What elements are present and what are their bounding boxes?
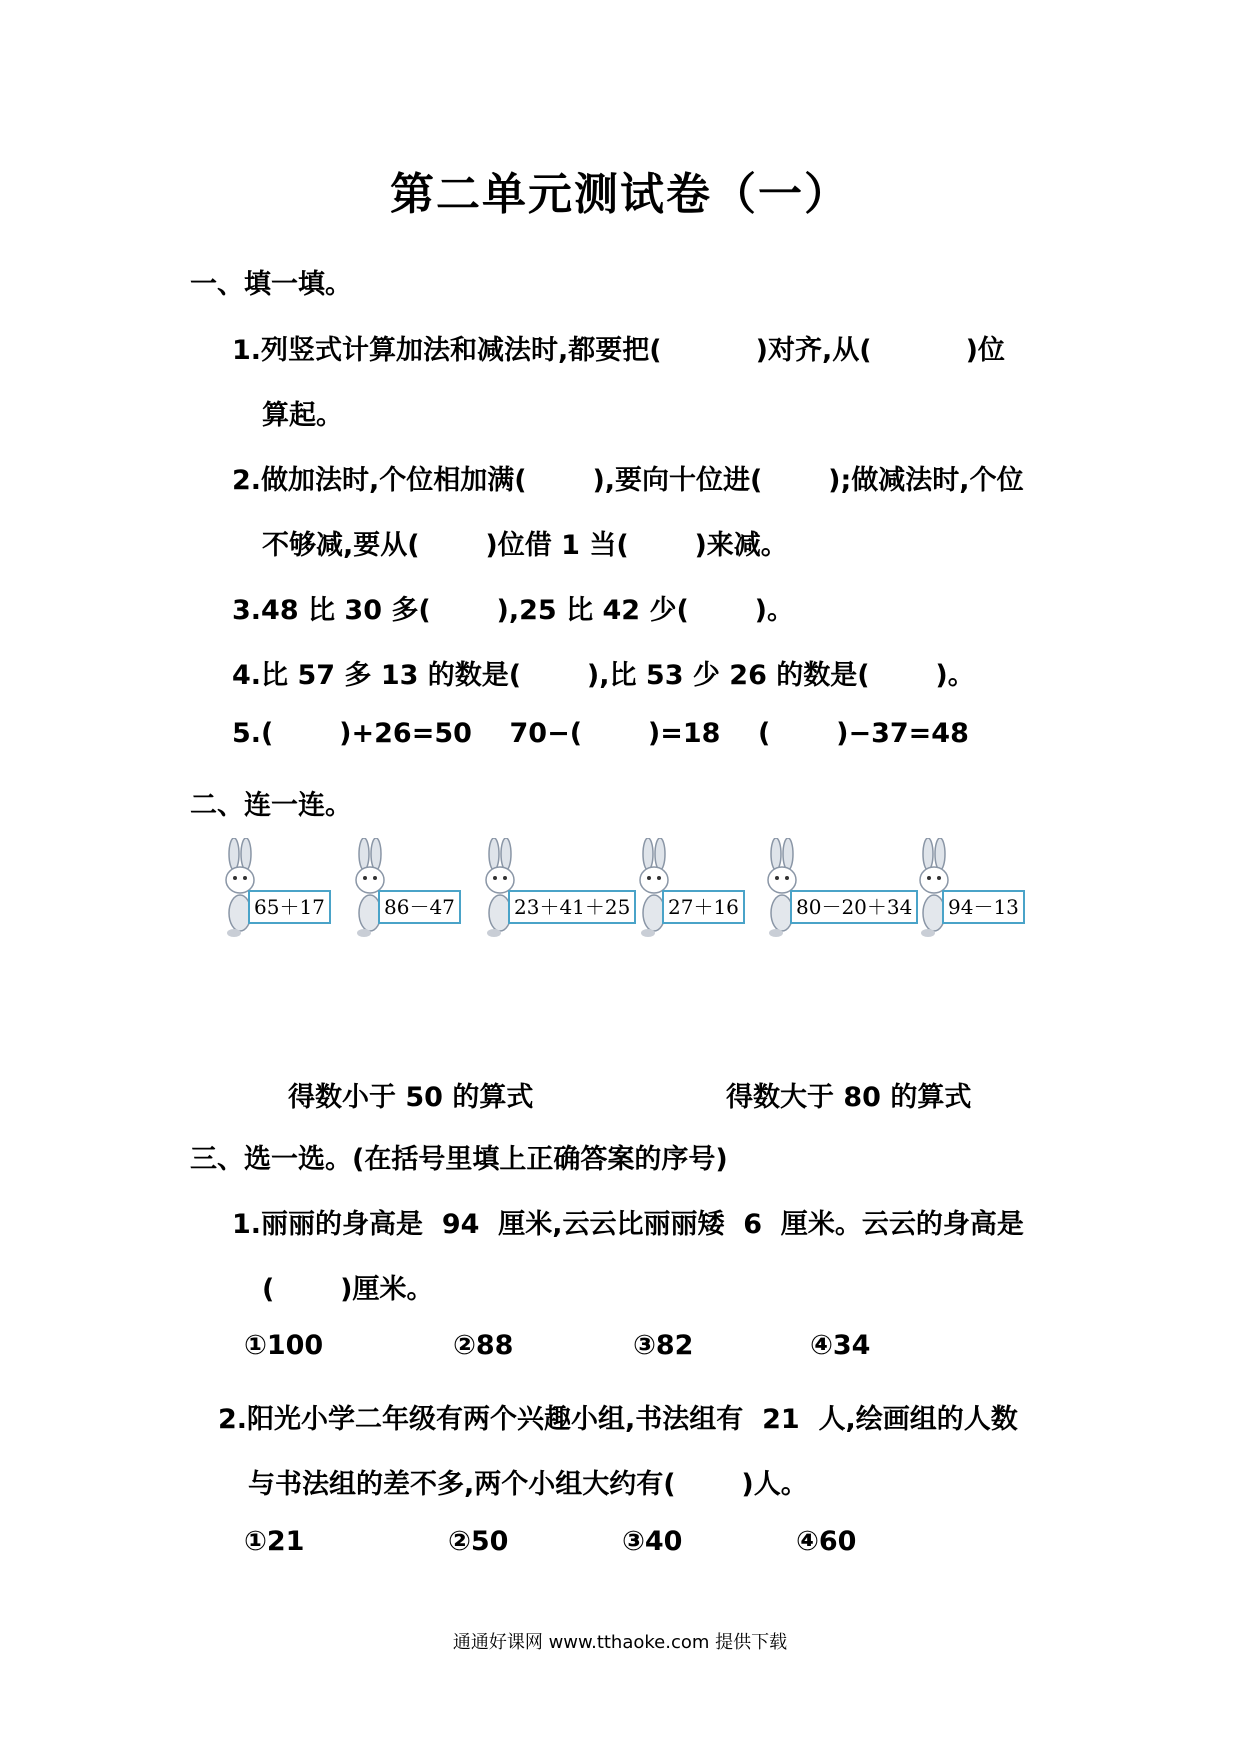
expression-box[interactable]: 80－20＋34 (790, 890, 918, 924)
section3-q2-line2: 与书法组的差不多,两个小组大约有( )人。 (248, 1469, 808, 1500)
section3-q1-options (0, 1330, 1240, 1370)
option-item[interactable]: ①21 (244, 1526, 305, 1557)
target-label-less-than-50[interactable]: 得数小于 50 的算式 (288, 1082, 534, 1113)
section1-heading: 一、填一填。 (190, 269, 352, 300)
expression-box[interactable]: 86－47 (378, 890, 461, 924)
section1-q3: 3.48 比 30 多( ),25 比 42 少( )。 (232, 595, 794, 626)
option-item[interactable]: ④60 (796, 1526, 857, 1557)
section3-heading: 三、选一选。(在括号里填上正确答案的序号) (190, 1144, 728, 1175)
section3-q2-options (0, 1526, 1240, 1566)
section1-q4: 4.比 57 多 13 的数是( ),比 53 少 26 的数是( )。 (232, 660, 975, 691)
option-item[interactable]: ②88 (453, 1330, 514, 1361)
section3-q1-line1: 1.丽丽的身高是 94 厘米,云云比丽丽矮 6 厘米。云云的身高是 (232, 1209, 1024, 1240)
section1-q5: 5.( )+26=50 70−( )=18 ( )−37=48 (232, 718, 969, 749)
page-title: 第二单元测试卷（一） (390, 169, 850, 220)
bunny-expression-row (222, 838, 1042, 938)
section1-q1-line2: 算起。 (262, 400, 343, 431)
expression-box[interactable]: 23＋41＋25 (508, 890, 636, 924)
option-item[interactable]: ④34 (810, 1330, 871, 1361)
target-label-greater-than-80[interactable]: 得数大于 80 的算式 (726, 1082, 972, 1113)
footer-credit: 通通好课网 www.tthaoke.com 提供下载 (452, 1632, 788, 1653)
section2-heading: 二、连一连。 (190, 790, 352, 821)
section3-q1-line2: ( )厘米。 (262, 1274, 434, 1305)
option-item[interactable]: ②50 (448, 1526, 509, 1557)
option-item[interactable]: ①100 (244, 1330, 324, 1361)
expression-box[interactable]: 27＋16 (662, 890, 745, 924)
section1-q1-line1: 1.列竖式计算加法和减法时,都要把( )对齐,从( )位 (232, 335, 1005, 366)
section1-q2-line1: 2.做加法时,个位相加满( ),要向十位进( );做减法时,个位 (232, 465, 1024, 496)
expression-box[interactable]: 65＋17 (248, 890, 331, 924)
section1-q2-line2: 不够减,要从( )位借 1 当( )来减。 (262, 530, 788, 561)
option-item[interactable]: ③82 (633, 1330, 694, 1361)
section3-q2-line1: 2.阳光小学二年级有两个兴趣小组,书法组有 21 人,绘画组的人数 (218, 1404, 1018, 1435)
expression-box[interactable]: 94－13 (942, 890, 1025, 924)
option-item[interactable]: ③40 (622, 1526, 683, 1557)
